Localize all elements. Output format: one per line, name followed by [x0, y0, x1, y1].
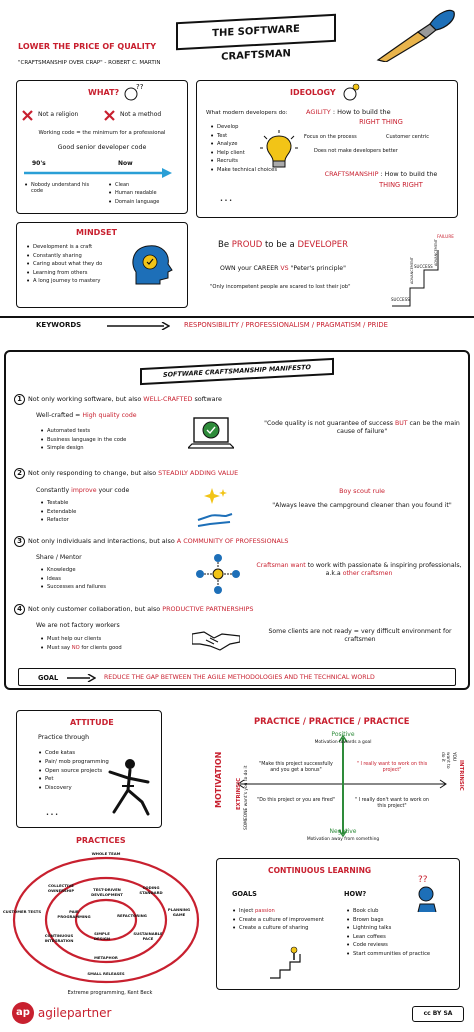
principle-number: 1: [14, 394, 25, 405]
list-item: • A long journey to mastery: [26, 278, 126, 285]
list-item: • Domain language: [108, 199, 186, 205]
handshake-icon: [192, 626, 240, 652]
principle-1: [14, 394, 222, 405]
list-item: • Development is a craft: [26, 244, 126, 251]
list-item: • Book club: [346, 908, 458, 915]
goal-passion: passion: [255, 908, 275, 914]
principle-3: [14, 536, 288, 547]
list-item: • Lean coffees: [346, 934, 458, 941]
xp-node: REFACTORING: [117, 913, 147, 918]
principle-4: [14, 604, 253, 615]
craftsmanship-label: CRAFTSMANSHIP: [324, 170, 379, 178]
practice-title: PRACTICE / PRACTICE / PRACTICE: [254, 716, 410, 726]
list-item: • Brown bags: [346, 917, 458, 924]
quadrant-quote: "Do this project or you are fired": [257, 798, 335, 803]
list-item: • Extendable: [40, 509, 160, 516]
agility-emph: RIGHT THING: [359, 118, 403, 126]
xp-node: WHOLE TEAM: [91, 851, 121, 856]
laptop-gear-icon: [188, 416, 234, 452]
extrinsic-sub: SOMEONE want's you to do it: [244, 765, 249, 830]
list-item: • Code katas: [38, 750, 118, 757]
intrinsic-label: INTRINSIC: [458, 760, 464, 791]
well-crafted-line: [36, 412, 137, 420]
principle-text: Not only responding to change, but also: [28, 469, 157, 477]
improve-prefix: Constantly: [36, 487, 70, 494]
quadrant-quote: " I really want to work on this project": [356, 762, 428, 773]
principle-text: Not only customer collaboration, but also: [28, 605, 161, 613]
negative-label: Negative: [329, 828, 357, 835]
xp-circles: [10, 852, 210, 988]
vs-word: VS: [280, 265, 289, 272]
principle-emph: A COMMUNITY OF PROFESSIONALS: [176, 537, 289, 545]
list-item: • Create a culture of sharing: [232, 925, 352, 932]
quality-quote-a: "Code quality is not guarantee of success: [264, 420, 393, 427]
goal-prefix: Inject: [239, 908, 255, 914]
item-prefix: Must say: [47, 644, 71, 651]
list-item: • Discovery: [38, 785, 118, 792]
principle-text: Not only individuals and interactions, but also: [28, 537, 175, 545]
principle-number: 3: [14, 536, 25, 547]
list-item: • Successes and failures: [40, 584, 160, 591]
cc-license-badge[interactable]: cc BY SA: [412, 1006, 464, 1022]
list-item: • Create a culture of improvement: [232, 917, 352, 924]
stair-label: SUCCESS: [414, 264, 433, 269]
list-item: • Pet: [38, 776, 118, 783]
principle-emph: WELL-CRAFTED: [143, 395, 193, 403]
timeline-arrow: [22, 168, 174, 178]
principle-number: 4: [14, 604, 25, 615]
incompetent-quote: "Only incompetent people are scared to lost their job": [210, 284, 351, 290]
quadrant-quote: "Make this project successfully and you get a bonus": [259, 762, 333, 773]
stair-label: SUCCESS: [391, 297, 410, 302]
practices-title: PRACTICES: [76, 836, 126, 845]
xp-node: CUSTOMER TESTS: [2, 909, 42, 914]
list-item: • Must help our clients: [40, 636, 180, 643]
quality-quote-but: BUT: [394, 420, 408, 427]
idea-person-icon: [340, 82, 362, 102]
list-item: • Recruits: [210, 158, 300, 165]
principle-emph: PRODUCTIVE PARTNERSHIPS: [162, 605, 254, 613]
list-item: • Open source projects: [38, 768, 118, 775]
list-item: • Nobody understand his code: [24, 182, 94, 195]
craftsmanship-line: [304, 170, 458, 178]
left-items: [24, 182, 94, 197]
arrow-right-icon: [106, 322, 170, 330]
list-item: • Ideas: [40, 576, 160, 583]
list-item: • Simple design: [40, 445, 180, 452]
list-item: • Learning from others: [26, 270, 126, 277]
own-career-line: [220, 265, 346, 273]
not-better: Does not make developers better: [314, 148, 398, 154]
xp-node: TEST-DRIVEN DEVELOPMENT: [91, 887, 123, 897]
list-item: • Constantly sharing: [26, 253, 126, 260]
list-item: • Start communities of practice: [346, 951, 458, 958]
mindset-items: [26, 244, 126, 287]
principle-text: Not only working software, but also: [28, 395, 142, 403]
craftsman-want-b: to work with passionate & inspiring professionals, a.k.a: [307, 562, 462, 577]
not-method: Not a method: [120, 111, 162, 118]
xp-node: CONTINUOUS INTEGRATION: [44, 933, 74, 943]
paintbrush-icon: [368, 6, 458, 62]
xp-node: PLANNING GAME: [167, 907, 191, 917]
how-title: HOW?: [344, 890, 367, 898]
attitude-title: ATTITUDE: [70, 718, 114, 727]
working-code-line: Working code = the minimum for a professional: [38, 130, 166, 136]
senior-code-line: Good senior developer code: [57, 144, 147, 151]
craftsman-want: [254, 562, 464, 578]
list-item: • Pair/ mob programming: [38, 759, 118, 766]
p2-items: [40, 500, 160, 526]
craftsman-want-c: other craftsmen: [342, 569, 393, 577]
principle-tail: software: [194, 395, 222, 403]
list-item: • Make technical choices: [210, 167, 300, 174]
proud-developer: DEVELOPER: [297, 240, 349, 250]
list-item: • Knowledge: [40, 567, 160, 574]
cross-icon: [104, 110, 115, 121]
right-items: [108, 182, 186, 207]
label-90s: 90's: [32, 160, 46, 167]
list-item: • Code reviews: [346, 942, 458, 949]
stair-label: ADVANCEMENT: [434, 239, 438, 266]
svg-text:??: ??: [136, 83, 144, 91]
proud-be: Be: [218, 240, 230, 250]
positive-label: Positive: [331, 731, 355, 738]
label-now: Now: [118, 160, 133, 167]
clients-not-ready: Some clients are not ready = very difficult environment for craftsmen: [268, 628, 452, 643]
xp-node: METAPHOR: [94, 955, 118, 960]
list-item: • Help client: [210, 150, 300, 157]
p3-items: [40, 567, 160, 593]
logo-text: agilepartner: [37, 1005, 112, 1020]
list-item: • Clean: [108, 182, 186, 188]
list-item: • Human readable: [108, 190, 186, 196]
improve-tail: your code: [98, 487, 130, 494]
learning-title: CONTINUOUS LEARNING: [268, 866, 372, 875]
xp-node: CODING STANDARD: [139, 885, 163, 895]
improve-line: [36, 487, 129, 495]
focus-process: Focus on the process: [304, 134, 357, 140]
goal-label: GOAL: [38, 674, 59, 682]
agility-text: : How to build the: [332, 108, 391, 116]
xp-node: SUSTAINABLE PACE: [133, 931, 163, 941]
xp-node: PAIR PROGRAMMING: [57, 909, 91, 919]
stair-label: FAILURE: [437, 234, 454, 239]
quality-quote-b: can be the main cause of failure": [336, 420, 460, 435]
list-item: • Test: [210, 133, 300, 140]
keywords-label: KEYWORDS: [36, 321, 82, 329]
list-item: • Lightning talks: [346, 925, 458, 932]
principle-emph: STEADILY ADDING VALUE: [158, 469, 239, 477]
motivation-label: MOTIVATION: [214, 751, 223, 808]
svg-text:??: ??: [418, 875, 428, 885]
list-item: • Develop: [210, 124, 300, 131]
positive-sub: Motivation towards a goal: [314, 740, 372, 745]
ideology-title: IDEOLOGY: [290, 88, 336, 97]
arrow-right-icon: [66, 674, 96, 682]
attitude-subtitle: Practice through: [38, 734, 89, 741]
list-item: [40, 645, 180, 652]
what-title: WHAT?: [88, 88, 120, 97]
proud-line: [218, 240, 348, 251]
boy-scout-title: Boy scout rule: [339, 487, 385, 495]
agilepartner-logo[interactable]: [12, 1002, 111, 1026]
lightbulb-icon: [260, 130, 298, 172]
stairs-climb-icon: [268, 944, 308, 980]
karate-person-icon: [104, 756, 154, 818]
list-item: • Business language in the code: [40, 437, 180, 444]
negative-sub: Motivation away from something: [306, 837, 380, 842]
share-mentor: Share / Mentor: [36, 554, 82, 561]
craftsmanship-text: : How to build the: [380, 170, 438, 178]
brain-head-icon: [128, 240, 174, 286]
proud-to-be: to be a: [264, 240, 295, 250]
list-item: • Automated tests: [40, 428, 180, 435]
principle-2: [14, 468, 238, 479]
peter-principle: "Peter's principle": [290, 265, 346, 272]
page-title: THE SOFTWARE CRAFTSMAN: [176, 14, 336, 50]
customer-centric: Customer centric: [386, 134, 430, 140]
dev-more: • • •: [220, 198, 233, 204]
goals-items: [232, 908, 352, 934]
not-religion: Not a religion: [38, 111, 79, 118]
craftsman-want-a: Craftsman want: [256, 562, 306, 569]
logo-mark: ap: [12, 1002, 34, 1024]
craftsmanship-emph: THING RIGHT: [379, 181, 423, 189]
lower-price-heading: LOWER THE PRICE OF QUALITY: [18, 42, 156, 51]
xp-caption: Extreme programming, Kent Beck: [67, 990, 153, 996]
xp-node: COLLECTIVE OWNERSHIP: [47, 883, 75, 893]
xp-node: SMALL RELEASES: [87, 971, 125, 976]
extrinsic-label: EXTRINSIC: [236, 777, 242, 810]
hand-sparkles-icon: [196, 486, 238, 528]
cross-icon: [22, 110, 33, 121]
goals-title: GOALS: [232, 890, 257, 898]
how-items: [346, 908, 458, 959]
item-no: NO: [71, 644, 80, 651]
stair-label: ADVANCEMENT: [410, 257, 414, 284]
improve-emph: improve: [71, 487, 97, 494]
keywords-text: RESPONSIBILITY / PROFESSIONALISM / PRAGMATISM / PRIDE: [184, 321, 388, 329]
list-item: • Refactor: [40, 517, 160, 524]
attitude-more: • • •: [46, 812, 59, 818]
p4-items: [40, 636, 180, 653]
list-item: • Analyze: [210, 141, 300, 148]
list-item: • Caring about what they do: [26, 261, 126, 268]
confused-person-icon: [122, 82, 144, 102]
intrinsic-sub: YOU want to do it: [440, 752, 456, 769]
list-item: • Testable: [40, 500, 160, 507]
p1-items: [40, 428, 180, 454]
xp-node: SIMPLE DESIGN: [93, 931, 111, 941]
agility-line: [306, 108, 454, 116]
well-crafted-emph: High quality code: [82, 412, 137, 419]
quality-quote: [262, 420, 462, 436]
factory-workers: We are not factory workers: [36, 622, 120, 629]
principle-number: 2: [14, 468, 25, 479]
goal-text: REDUCE THE GAP BETWEEN THE AGILE METHODOLOGIES AND THE TECHNICAL WORLD: [104, 674, 375, 681]
list-item: [232, 908, 352, 915]
community-network-icon: [194, 552, 242, 596]
quadrant-quote: " I really don't want to work on this project": [355, 798, 429, 809]
motivation-axes: [236, 734, 450, 838]
agility-label: AGILITY: [306, 108, 331, 116]
well-crafted-prefix: Well-crafted =: [36, 412, 81, 419]
own-career: OWN your CAREER: [220, 265, 279, 272]
proud-word: PROUD: [231, 240, 263, 250]
craftsmanship-quote: "CRAFTSMANSHIP OVER CRAP" - ROBERT C. MARTIN: [18, 60, 161, 66]
manifesto-title: SOFTWARE CRAFTSMANSHIP MANIFESTO: [140, 358, 334, 385]
item-tail: for clients good: [81, 644, 122, 651]
boy-scout-rule: "Always leave the campground cleaner than you found it": [272, 502, 452, 509]
mindset-title: MINDSET: [76, 228, 117, 237]
dev-heading: What modern developers do:: [206, 110, 288, 116]
